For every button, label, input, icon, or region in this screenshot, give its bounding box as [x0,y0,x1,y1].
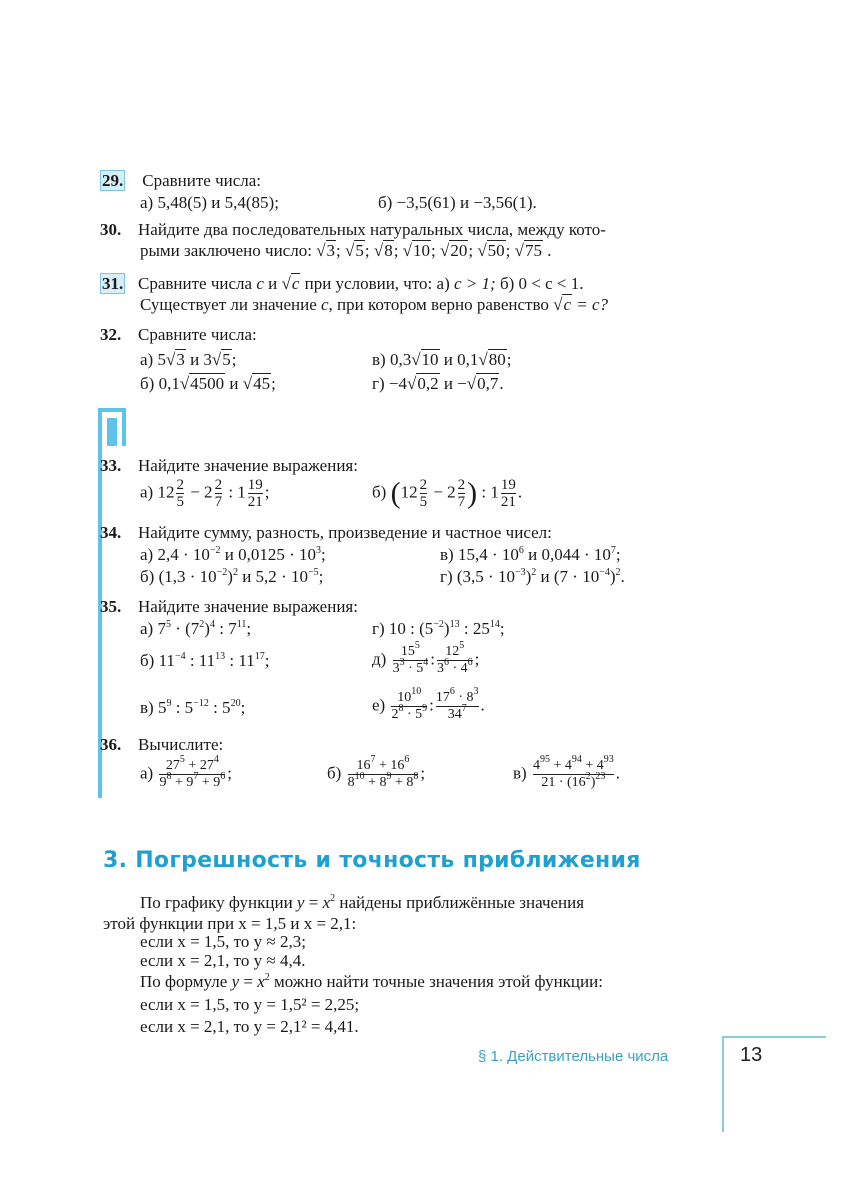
exercise-35-a: а) $7^5 \cdot (7^2)^4$ : $7^{11}$; [140,619,252,638]
text: Существует ли значение [140,295,317,314]
exercise-36-b: б) $\frac{16^7 + 16^6}{8^{10} + 8^9 + 8^8}$ ; [327,754,426,790]
sqrt-c: √c [553,295,572,314]
page-number: 13 [740,1044,763,1066]
exercise-34-v: в) $15,4 \cdot 10^6$ и $0,044 \cdot 10^7$; [440,545,621,564]
label: б) [499,274,515,293]
exercise-35-e: е) $\frac{10^{10}}{2^8 \cdot 5^9}$ : $\frac{17^6 \cdot 8^3}{34^7}$ . [372,686,485,722]
text: и [268,274,278,293]
text: рыми заключено число: [140,241,312,260]
text: при условии, что: а) [304,274,450,293]
sqrt-expr: √20 [440,241,468,260]
exercise-36 [100,734,730,756]
exercise-29-a: а) 5,48(5) и 5,4(85); [140,193,279,212]
exercise-prompt: Сравните числа: [138,325,257,344]
sqrt-expr: √3 [316,241,336,260]
exercise-29-b: б) −3,5(61) и −3,56(1). [378,193,537,212]
exercise-prompt: Найдите значение выражения: [138,456,358,475]
exercise-number: 32. [100,325,122,344]
approx-line-2: если x = 2,1, то y ≈ 4,4. [140,951,306,970]
sqrt-c: √c [281,274,300,293]
exercise-29 [100,170,730,192]
equation: = c? [576,295,609,314]
exercise-number: 30. [100,220,122,239]
exercise-number: 34. [100,523,122,542]
exercise-36-v: в) $\frac{4^{95} + 4^{94} + 4^{93}}{21 \cdot (16^2)^{23}}$ . [513,754,621,790]
condition-a: c > 1; [454,274,496,293]
exercise-34-b: б) $(1,3 \cdot 10^{-2})^2$ и $5,2 \cdot 10^{-5}$; [140,567,324,586]
var: c [256,274,264,293]
exercise-32-g: г) −4√0,2 и −√0,7. [372,374,504,393]
sqrt-expr: √8 [373,241,393,260]
exercise-number: 31. [102,274,124,293]
exercise-33 [100,455,730,477]
text: Сравните числа [138,274,253,293]
page-box-divider [722,1036,724,1132]
exercise-31 [100,273,730,295]
exercise-number: 36. [100,735,122,754]
exercise-32-a: а) 5√3 и 3√5; [140,350,237,369]
section-paragraph-2: По формуле $y = x^2$ можно найти точные значения этой функции: [140,972,603,991]
exercise-prompt: Найдите сумму, разность, произведение и частное чисел: [138,523,552,542]
exercise-31-line2 [140,295,608,315]
exercise-number: 35. [100,597,122,616]
exercise-prompt: Сравните числа: [142,171,262,190]
exercise-30 [100,219,730,241]
exercise-35-b: б) $11^{-4}$ : $11^{13}$ : $11^{17}$; [140,651,270,670]
condition-b: 0 < c < 1. [518,274,584,293]
exercise-34 [100,522,730,544]
chapter-footer: § 1. Действительные числа [478,1048,669,1065]
exercise-number: 29. [102,171,124,190]
exercise-34-a: а) $2,4 \cdot 10^{-2}$ и $0,0125 \cdot 10^3$; [140,545,326,564]
sqrt-expr: √5 [345,241,364,260]
exercise-35-d: д) $\frac{15^5}{3^3 \cdot 5^4}$ : $\frac{12^5}{3^6 \cdot 4^6}$ ; [372,640,480,676]
approx-line-1: если x = 1,5, то y ≈ 2,3; [140,932,306,951]
exercise-32-b: б) 0,1√4500 и √45; [140,374,276,393]
page-box-divider [722,1036,826,1038]
section-line-2: этой функции при x = 1,5 и x = 2,1: [103,914,357,933]
exercise-35 [100,596,730,618]
section-heading: 3. Погрешность и точность приближения [103,848,641,873]
text: , при котором верно равенство [328,295,549,314]
exercise-34-g: г) $(3,5 \cdot 10^{-3})^2$ и $(7 \cdot 10^{-4})^2$. [440,567,625,586]
exercise-number: 33. [100,456,122,475]
exercise-35-v: в) $5^9$ : $5^{-12}$ : $5^{20}$; [140,698,246,717]
exact-line-1: если x = 1,5, то y = 1,5² = 2,25; [140,995,360,1014]
sqrt-expr: √10 [402,241,431,260]
exact-line-2: если x = 2,1, то y = 2,1² = 4,41. [140,1017,359,1036]
var: c [321,295,329,314]
section-paragraph-1: По графику функции $y = x^2$ найдены приближённые значения [140,893,585,912]
advanced-level-marker-icon [98,408,126,446]
exercise-36-a: а) $\frac{27^5 + 27^4}{9^8 + 9^7 + 9^6}$ ; [140,754,233,790]
exercise-33-b: б) (12 $\frac{2}{5}$ − 2 $\frac{2}{7}$ ) : 1 $\frac{19}{21}$ . [372,476,523,510]
exercise-text: Найдите два последовательных натуральных числа, между кото- [138,220,606,239]
sqrt-expr: √50 [477,241,505,260]
exercise-33-a: а) 12 $\frac{2}{5}$ − 2 $\frac{2}{7}$ : 1 $\frac{19}{21}$ ; [140,477,270,510]
exercise-30-line2: рыми заключено число: √3; √5; √8; √10; √20; √50; √75 . [140,241,552,260]
exercise-32-v: в) 0,3√10 и 0,1√80; [372,350,512,369]
exercise-35-g: г) 10 : $(5^{-2})^{13}$ : $25^{14}$; [372,619,505,638]
exercise-prompt: Найдите значение выражения: [138,597,358,616]
sqrt-expr: √75 [514,241,542,260]
exercise-prompt: Вычислите: [138,735,224,754]
exercise-32 [100,324,730,346]
